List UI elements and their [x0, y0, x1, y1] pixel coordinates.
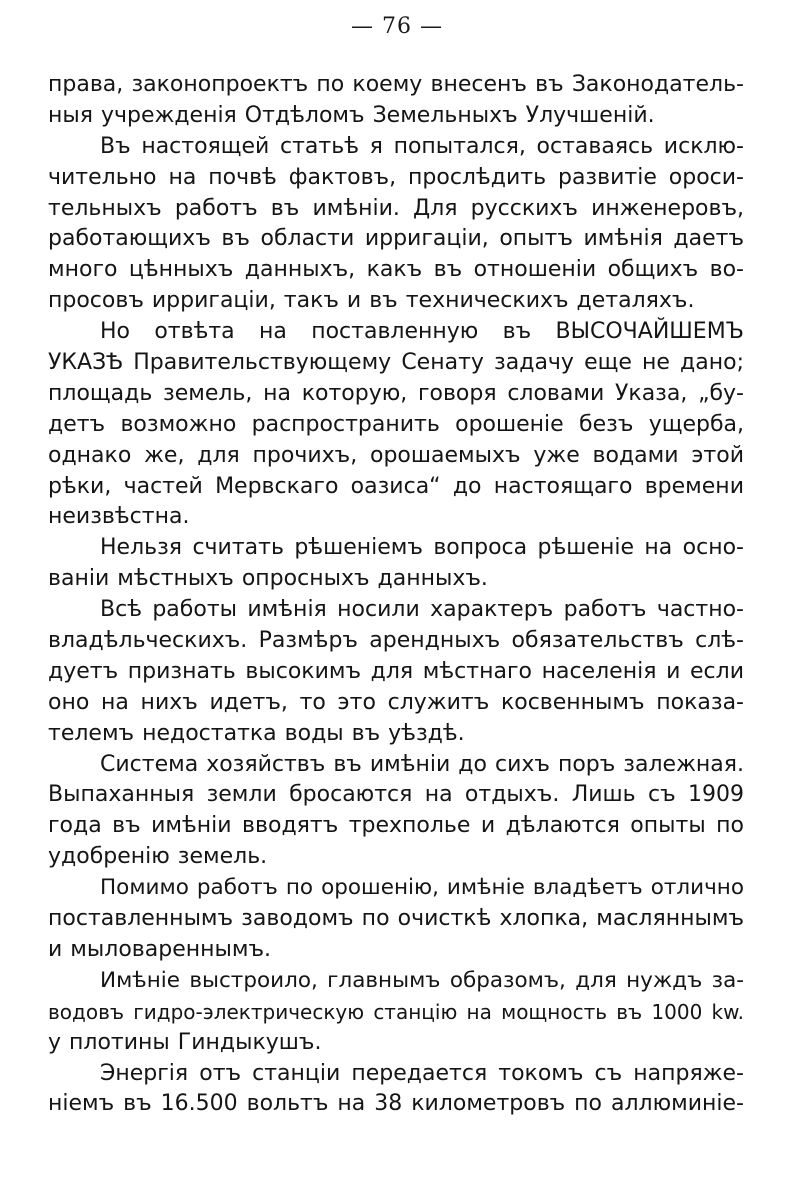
text-line: много цѣнныхъ данныхъ, какъ въ отношеніи общихъ во- [48, 257, 744, 283]
text-line: площадь земель, на которую, говоря словами Указа, „бу- [48, 380, 744, 406]
text-line: Энергія отъ станціи передается токомъ съ напряже- [100, 1060, 744, 1086]
text-line: дуетъ признать высокимъ для мѣстнаго населенія и если [48, 658, 744, 684]
text-line: Въ настоящей статьѣ я попытался, оставаясь исклю- [100, 133, 744, 159]
text-line: работающихъ въ области ирригаціи, опытъ имѣнія даетъ [48, 226, 744, 252]
text-line: тельныхъ работъ въ имѣніи. Для русскихъ инженеровъ, [48, 195, 744, 221]
text-line: права, законопроектъ по коему внесенъ въ Законодатель- [48, 72, 744, 97]
text-line: удобренію земель. [48, 844, 268, 870]
text-line: и мыловареннымъ. [48, 936, 271, 962]
text-line: владѣльческихъ. Размѣръ арендныхъ обязательствъ слѣ- [48, 628, 744, 654]
text-line: телемъ недостатка воды въ уѣздѣ. [48, 720, 465, 746]
text-line: Помимо работъ по орошенію, имѣніе владѣетъ отлично [100, 875, 744, 901]
text-line: ныя учрежденія Отдѣломъ Земельныхъ Улучшеній. [48, 102, 655, 128]
text-line: ніемъ въ 16.500 вольтъ на 38 километровъ по аллюминіе- [48, 1091, 744, 1117]
text-line: водовъ гидро-электрическую станцію на мощность въ 1000 kw. [48, 999, 744, 1024]
page-number: — 76 — [351, 14, 443, 39]
text-line: УКАЗѢ Правительствующему Сенату задачу еще не дано; [48, 350, 744, 376]
text-line: Система хозяйствъ въ имѣніи до сихъ поръ залежная. [100, 751, 744, 777]
text-line: Но отвѣта на поставленную въ ВЫСОЧАЙШЕМЪ [100, 319, 744, 345]
text-line: года въ имѣніи вводятъ трехполье и дѣлаются опыты по [48, 813, 744, 839]
text-line: ваніи мѣстныхъ опросныхъ данныхъ. [48, 566, 488, 592]
text-line: поставленнымъ заводомъ по очисткѣ хлопка, масляннымъ [48, 906, 744, 932]
text-line: Выпаханныя земли бросаются на отдыхъ. Лишь съ 1909 [48, 782, 744, 808]
text-line: просовъ ирригаціи, такъ и въ техническихъ деталяхъ. [48, 288, 695, 314]
text-line: Имѣніе выстроило, главнымъ образомъ, для нуждъ за- [100, 967, 744, 993]
text-line: у плотины Гиндыкушъ. [48, 1029, 322, 1055]
text-line: неизвѣстна. [48, 504, 190, 530]
text-line: рѣки, частей Мервскаго оазиса“ до настоящаго времени [48, 473, 744, 499]
text-line: детъ возможно распространить орошеніе безъ ущерба, [48, 411, 744, 437]
text-line: Нельзя считать рѣшеніемъ вопроса рѣшеніе на осно- [100, 535, 744, 561]
text-line: чительно на почвѣ фактовъ, прослѣдить развитіе ороси- [48, 164, 744, 190]
body-text [48, 70, 744, 1120]
text-line: однако же, для прочихъ, орошаемыхъ уже водами этой [48, 442, 744, 468]
text-line: Всѣ работы имѣнія носили характеръ работъ частно- [100, 597, 744, 623]
text-line: оно на нихъ идетъ, то это служитъ косвеннымъ показа- [48, 689, 744, 715]
